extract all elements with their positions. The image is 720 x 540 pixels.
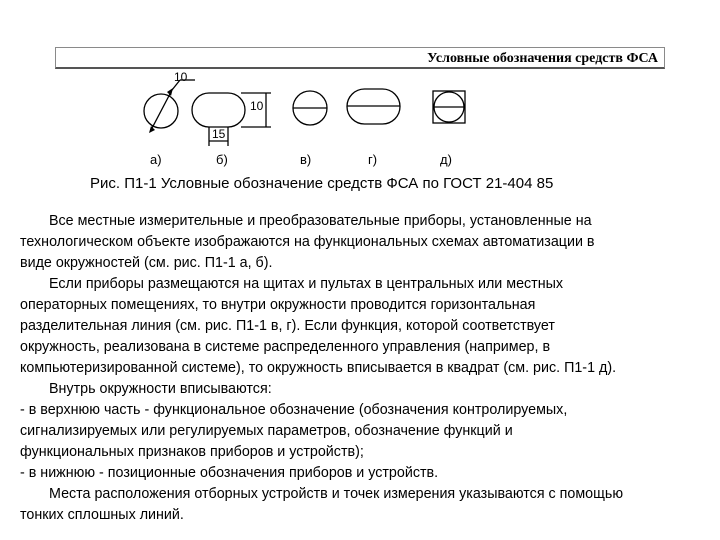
- body-line: операторных помещениях, то внутри окружности проводится горизонтальная: [20, 297, 536, 313]
- body-line: разделительная линия (см. рис. П1-1 в, г). Если функция, которой соответствует: [20, 318, 555, 334]
- label-e: д): [440, 152, 452, 167]
- page-title: Условные обозначения средств ФСА: [427, 51, 658, 66]
- symbol-a-circle: [144, 80, 195, 132]
- body-line: Места расположения отборных устройств и точек измерения указываются с помощью: [49, 486, 624, 502]
- body-line: Все местные измерительные и преобразовательные приборы, установленные на: [49, 213, 592, 229]
- label-b: б): [216, 152, 228, 167]
- body-line: - в верхнюю часть - функциональное обозначение (обозначения контролируемых,: [20, 402, 568, 418]
- dim-label-15: 15: [212, 127, 226, 141]
- body-line: Если приборы размещаются на щитах и пультах в центральных или местных: [49, 276, 564, 292]
- body-line: сигнализируемых или регулируемых параметров, обозначение функций и: [20, 423, 513, 439]
- body-line: технологическом объекте изображаются на функциональных схемах автоматизации в: [20, 234, 595, 250]
- symbol-c-circle-line: [293, 91, 327, 125]
- body-line: компьютеризированной системе), то окружность вписывается в квадрат (см. рис. П1-1 д).: [20, 360, 617, 376]
- body-line: - в нижнюю - позиционные обозначения приборов и устройств.: [20, 465, 439, 481]
- label-c: в): [300, 152, 312, 167]
- label-d: г): [368, 152, 378, 167]
- body-text: [20, 211, 710, 526]
- label-a: а): [150, 152, 162, 167]
- symbol-e-square-circle: [433, 91, 465, 123]
- figure-caption: Рис. П1-1 Условные обозначение средств ФСА по ГОСТ 21-404 85: [90, 175, 554, 192]
- symbol-d-oval-line: [347, 89, 400, 124]
- body-line: окружность, реализована в системе распределенного управления (например, в: [20, 339, 551, 355]
- dim-label-10-a: 10: [174, 70, 188, 84]
- body-line: Внутрь окружности вписываются:: [49, 381, 272, 397]
- body-line: тонких сплошных линий.: [20, 507, 184, 523]
- dim-label-10-b: 10: [250, 99, 264, 113]
- body-line: виде окружностей (см. рис. П1-1 а, б).: [20, 255, 273, 271]
- body-line: функциональных признаков приборов и устройств);: [20, 444, 364, 460]
